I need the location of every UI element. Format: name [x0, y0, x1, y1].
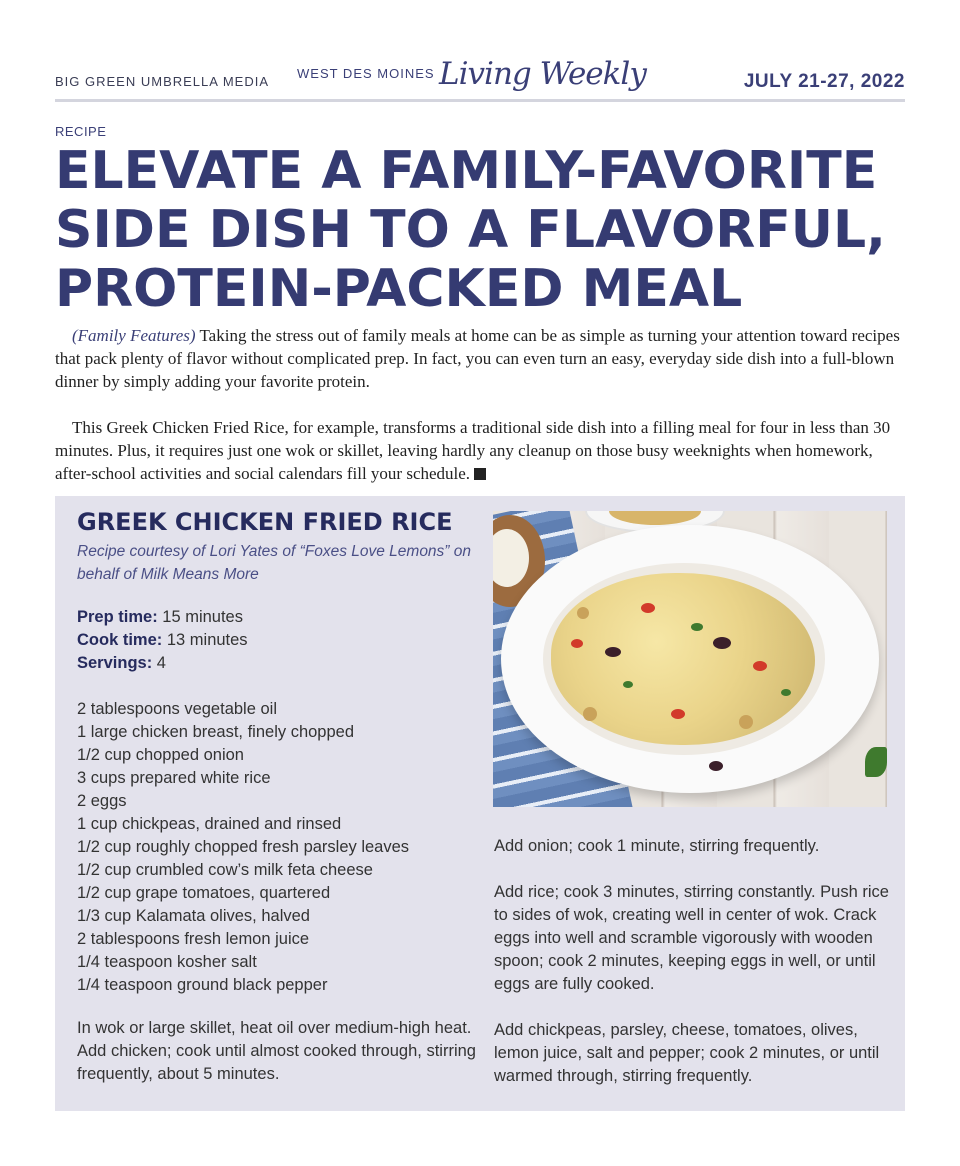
publisher-name: BIG GREEN UMBRELLA MEDIA — [55, 74, 269, 89]
recipe-step: Add rice; cook 3 minutes, stirring constantly. Push rice to sides of wok, creating well in center of wok. Crack eggs into well and scramble vigorously with wooden spoon; cook 2 minutes, keeping eggs in well, or until eggs are fully cooked. — [494, 883, 889, 993]
tomato-piece — [641, 603, 655, 613]
tomato-piece — [671, 709, 685, 719]
issue-date: JULY 21-27, 2022 — [743, 71, 905, 92]
intro-paragraph — [55, 416, 905, 485]
cook-time-value: 13 minutes — [162, 631, 248, 649]
recipe-photo — [493, 511, 887, 807]
cook-time — [77, 629, 248, 652]
servings-value: 4 — [152, 654, 166, 672]
ingredient-item: 1/2 cup crumbled cow’s milk feta cheese — [77, 861, 373, 879]
intro-paragraph — [55, 324, 905, 393]
recipe-credit: Recipe courtesy of Lori Yates of “Foxes Love Lemons” on behalf of Milk Means More — [77, 543, 472, 583]
servings-label: Servings: — [77, 654, 153, 672]
ingredient-item: 1/2 cup roughly chopped fresh parsley leaves — [77, 838, 410, 856]
ingredient-item: 1/4 teaspoon kosher salt — [77, 953, 257, 971]
recipe-title: GREEK CHICKEN FRIED RICE — [77, 508, 453, 536]
ingredient-item: 1/3 cup Kalamata olives, halved — [77, 907, 310, 925]
ingredient-item: 1/4 teaspoon ground black pepper — [77, 976, 328, 994]
publication-city: WEST DES MOINES — [297, 66, 435, 81]
chickpea — [577, 607, 589, 619]
ingredient-item: 1/2 cup chopped onion — [77, 746, 244, 764]
recipe-meta — [77, 606, 248, 675]
servings — [77, 652, 248, 675]
ingredient-item: 1/2 cup grape tomatoes, quartered — [77, 884, 331, 902]
ingredient-item: 2 tablespoons vegetable oil — [77, 700, 277, 718]
prep-time-label: Prep time: — [77, 608, 158, 626]
recipe-step: Add onion; cook 1 minute, stirring frequently. — [494, 837, 820, 855]
tomato-piece — [571, 639, 583, 648]
recipe-steps-right — [494, 835, 894, 1088]
chickpea — [583, 707, 597, 721]
ingredient-item: 2 tablespoons fresh lemon juice — [77, 930, 310, 948]
publication-logo — [297, 56, 646, 92]
ingredient-item: 3 cups prepared white rice — [77, 769, 271, 787]
ingredient-item: 1 large chicken breast, finely chopped — [77, 723, 355, 741]
olive-piece — [605, 647, 621, 657]
cook-time-label: Cook time: — [77, 631, 163, 649]
parsley-piece — [623, 681, 633, 688]
prep-time-value: 15 minutes — [157, 608, 243, 626]
publication-script-logo: Living Weekly — [439, 56, 646, 92]
intro-source: (Family Features) — [72, 326, 196, 345]
article-intro — [55, 324, 905, 485]
parsley-garnish — [865, 747, 887, 777]
article-headline: ELEVATE A FAMILY-FAVORITE SIDE DISH TO A FLAVORFUL, PROTEIN-PACKED MEAL — [55, 141, 886, 319]
end-square-icon — [474, 468, 486, 480]
ingredient-item: 2 eggs — [77, 792, 127, 810]
olive-piece — [713, 637, 731, 649]
ingredient-list — [77, 698, 409, 997]
intro-paragraph-1-text: Taking the stress out of family meals at home can be as simple as turning your attention toward recipes that pack plenty of flavor without complicated prep. In fact, you can even turn an easy, everyday side dish into a full-blown dinner by simply adding your favorite protein. — [55, 326, 900, 391]
tomato-piece — [753, 661, 767, 671]
intro-paragraph-2-text: This Greek Chicken Fried Rice, for example, transforms a traditional side dish into a filling meal for four in less than 30 minutes. Plus, it requires just one wok or skillet, leaving hardly any cleanup on those busy weeknights when homework, after-school activities and social calendars fill your schedule. — [55, 418, 891, 483]
olive-piece — [709, 761, 723, 771]
parsley-piece — [691, 623, 703, 631]
prep-time — [77, 606, 248, 629]
section-label: RECIPE — [55, 124, 107, 139]
recipe-step: In wok or large skillet, heat oil over medium-high heat. Add chicken; cook until almost cooked through, stirring frequently, about 5 minutes. — [77, 1019, 476, 1083]
recipe-box — [55, 496, 905, 1111]
ingredient-item: 1 cup chickpeas, drained and rinsed — [77, 815, 342, 833]
recipe-step: Add chickpeas, parsley, cheese, tomatoes, olives, lemon juice, salt and pepper; cook 2 minutes, or until warmed through, stirring frequently. — [494, 1021, 880, 1085]
chickpea — [739, 715, 753, 729]
masthead — [55, 52, 905, 102]
parsley-piece — [781, 689, 791, 696]
